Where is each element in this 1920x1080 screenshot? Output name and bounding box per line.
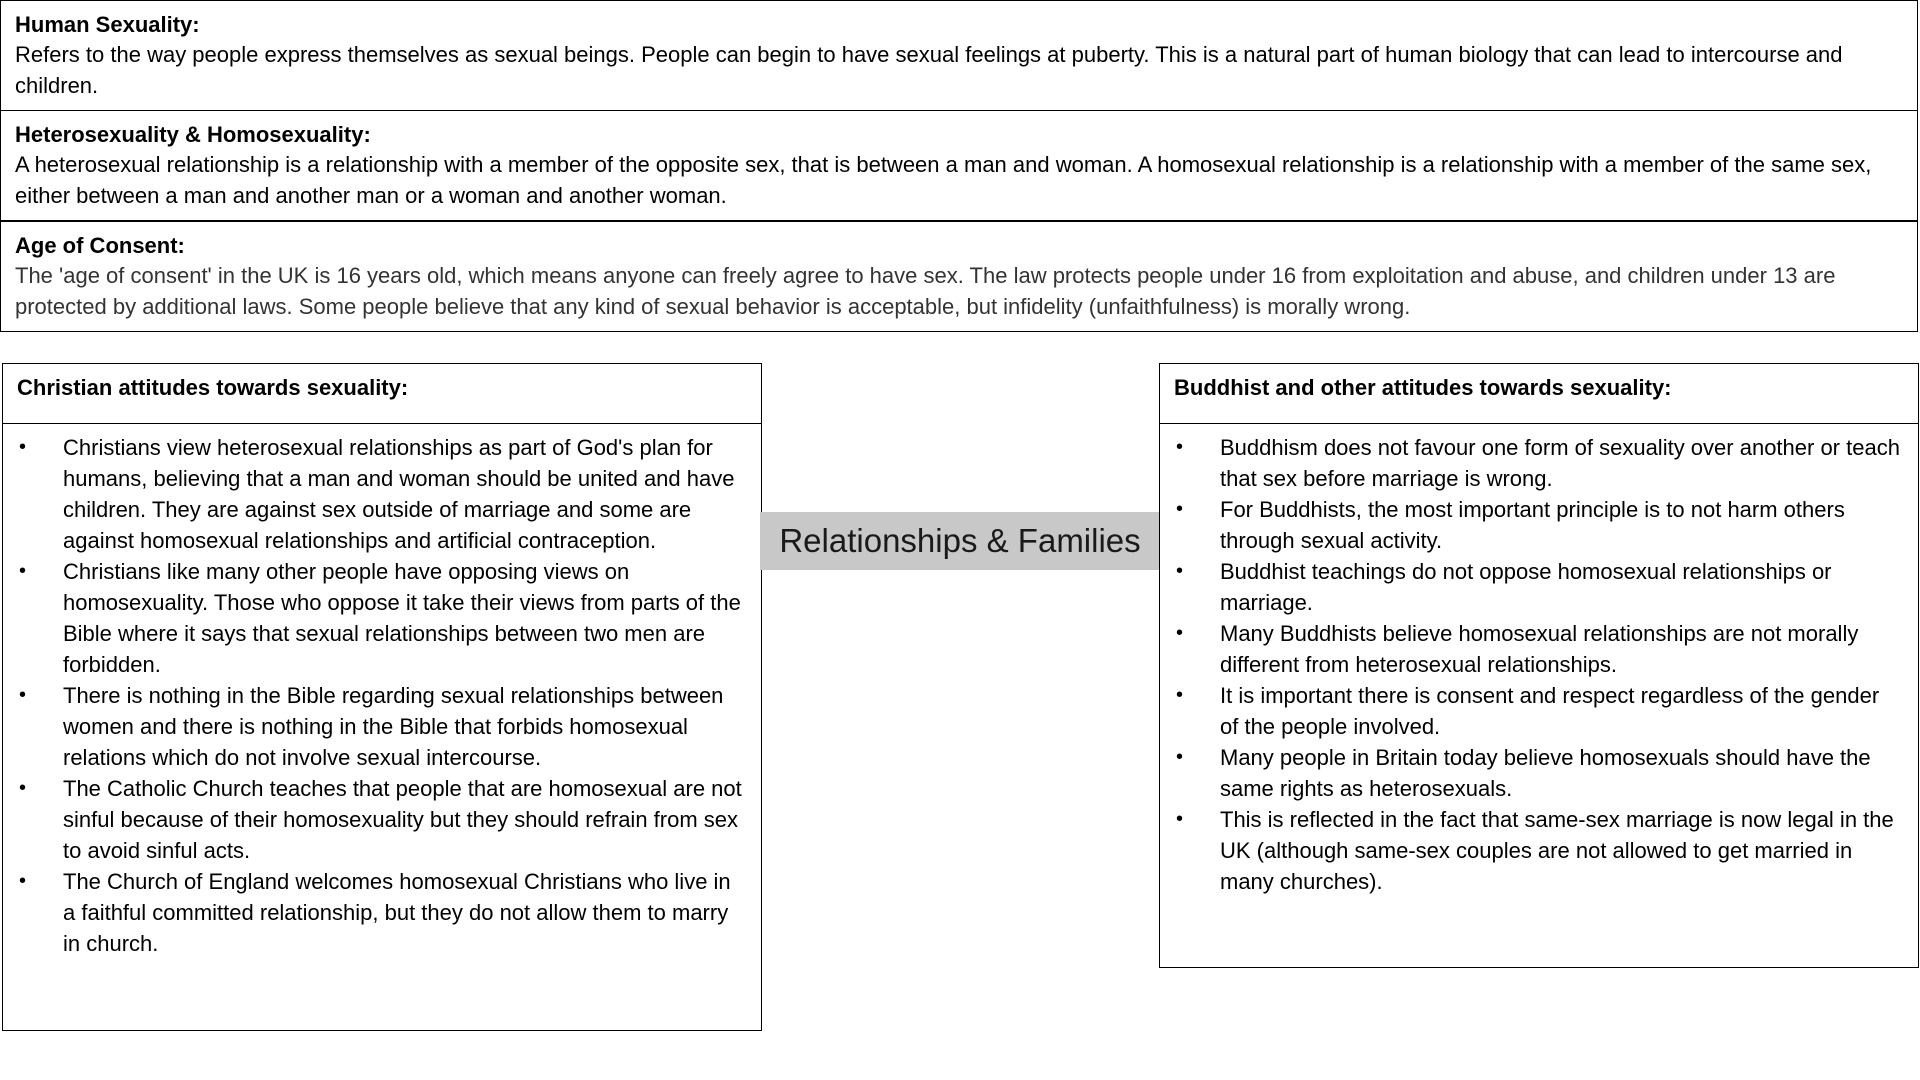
list-item: • For Buddhists, the most important principle is to not harm others through sexual activity. bbox=[1176, 494, 1902, 556]
definition-title: Age of Consent: bbox=[15, 233, 185, 258]
list-item: • The Church of England welcomes homosexual Christians who live in a faithful committed relationship, but they do not allow them to marry in church. bbox=[19, 866, 745, 959]
list-item: • This is reflected in the fact that same-sex marriage is now legal in the UK (although same-sex couples are not allowed to get married in many churches). bbox=[1176, 804, 1902, 897]
list-item: • The Catholic Church teaches that people that are homosexual are not sinful because of their homosexuality but they should refrain from sex to avoid sinful acts. bbox=[19, 773, 745, 866]
definition-title: Human Sexuality: bbox=[15, 12, 200, 37]
buddhist-attitudes-title: Buddhist and other attitudes towards sexuality: bbox=[1160, 364, 1918, 424]
buddhist-attitudes-list bbox=[1160, 424, 1918, 897]
list-item: • Buddhist teachings do not oppose homosexual relationships or marriage. bbox=[1176, 556, 1902, 618]
list-item: • Buddhism does not favour one form of sexuality over another or teach that sex before marriage is wrong. bbox=[1176, 432, 1902, 494]
definition-age-of-consent bbox=[0, 221, 1918, 332]
definition-human-sexuality bbox=[0, 0, 1918, 111]
buddhist-attitudes-box bbox=[1159, 363, 1919, 968]
list-item: • There is nothing in the Bible regarding sexual relationships between women and there is nothing in the Bible that forbids homosexual relations which do not involve sexual intercourse. bbox=[19, 680, 745, 773]
definition-title: Heterosexuality & Homosexuality: bbox=[15, 122, 371, 147]
list-item: • Christians like many other people have opposing views on homosexuality. Those who oppose it take their views from parts of the Bible where it says that sexual relationships between two men are forbidden. bbox=[19, 556, 745, 680]
christian-attitudes-list bbox=[3, 424, 761, 959]
definition-text: A heterosexual relationship is a relationship with a member of the opposite sex, that is between a man and woman. A homosexual relationship is a relationship with a member of the same sex, either between a man and another man or a woman and another woman. bbox=[15, 152, 1872, 208]
list-item: • Many people in Britain today believe homosexuals should have the same rights as heterosexuals. bbox=[1176, 742, 1902, 804]
definition-text: Refers to the way people express themselves as sexual beings. People can begin to have sexual feelings at puberty. This is a natural part of human biology that can lead to intercourse and children. bbox=[15, 42, 1843, 98]
definition-hetero-homosexuality bbox=[0, 110, 1918, 221]
list-item: • It is important there is consent and respect regardless of the gender of the people involved. bbox=[1176, 680, 1902, 742]
definition-text: The 'age of consent' in the UK is 16 years old, which means anyone can freely agree to have sex. The law protects people under 16 from exploitation and abuse, and children under 13 are protected by additional laws. Some people believe that any kind of sexual behavior is acceptable, but infidelity (unfaithfulness) is morally wrong. bbox=[15, 263, 1836, 319]
christian-attitudes-title: Christian attitudes towards sexuality: bbox=[3, 364, 761, 424]
christian-attitudes-box bbox=[2, 363, 762, 1031]
list-item: • Christians view heterosexual relationships as part of God's plan for humans, believing that a man and woman should be united and have children. They are against sex outside of marriage and some are against homosexual relationships and artificial contraception. bbox=[19, 432, 745, 556]
list-item: • Many Buddhists believe homosexual relationships are not morally different from heterosexual relationships. bbox=[1176, 618, 1902, 680]
topic-label: Relationships & Families bbox=[760, 512, 1160, 570]
